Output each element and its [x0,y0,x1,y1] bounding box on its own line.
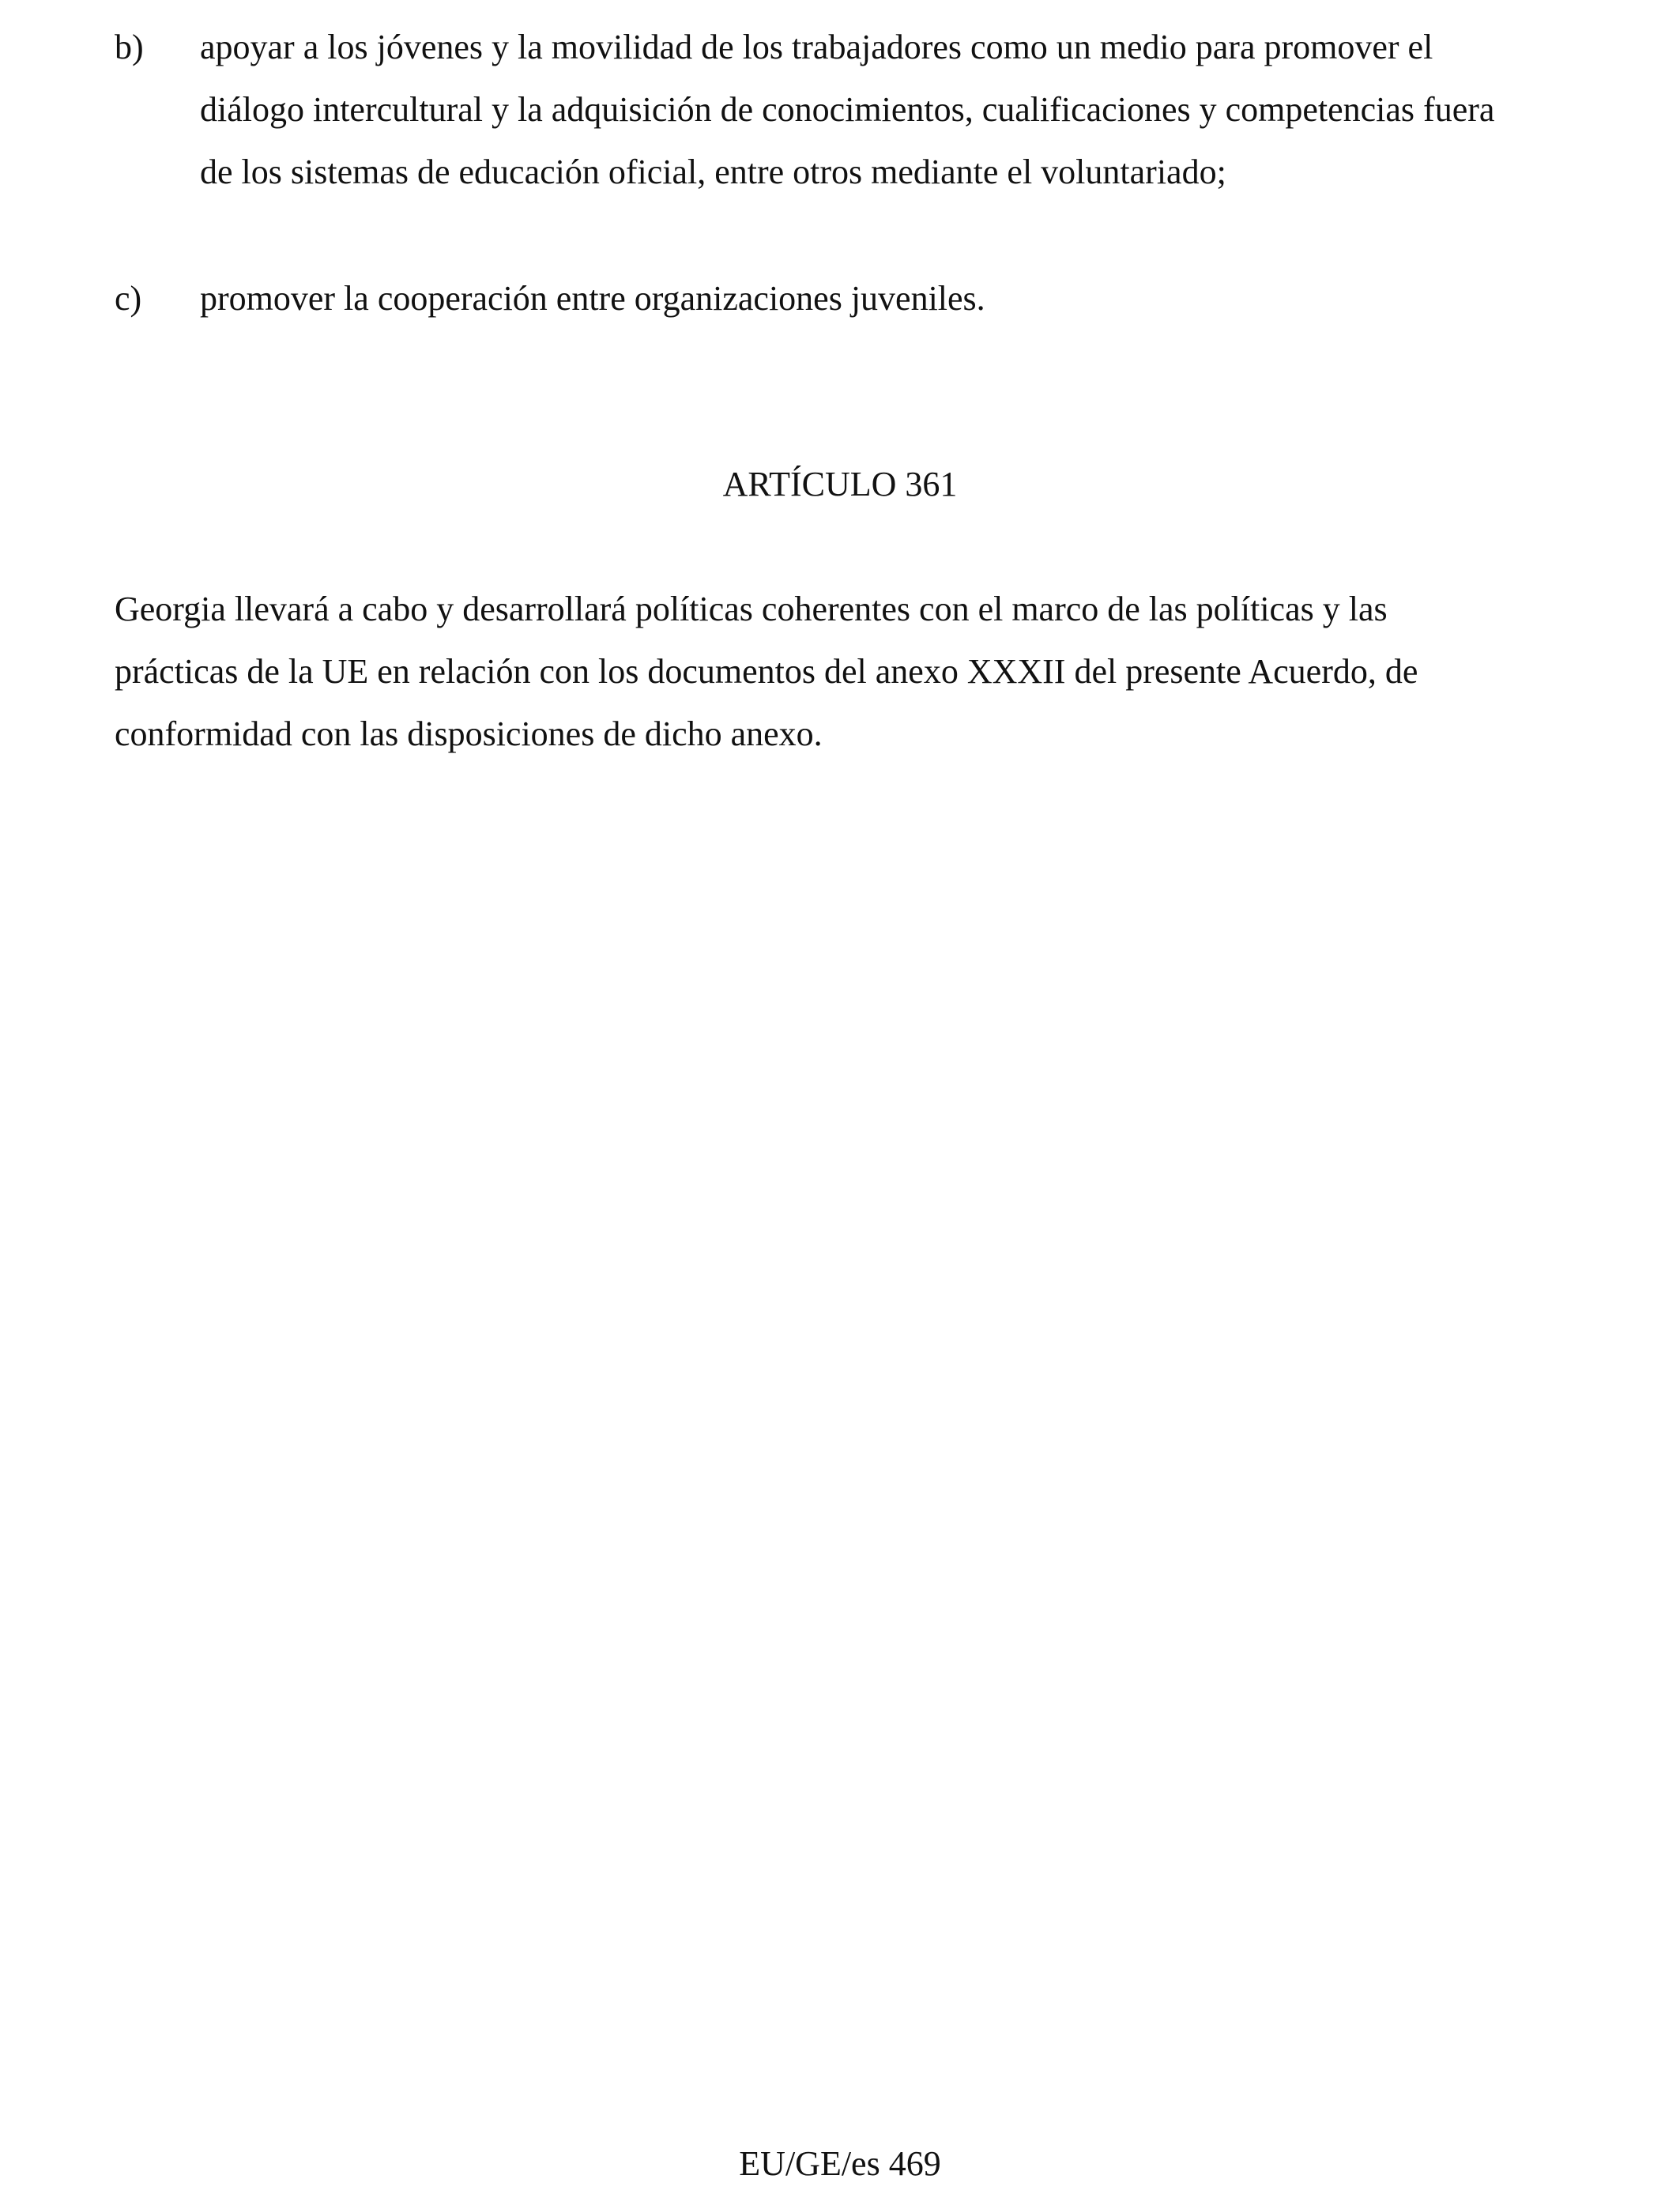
text-line: promover la cooperación entre organizaciones juveniles. [200,279,985,318]
list-item-text [200,16,1584,203]
page-footer: EU/GE/es 469 [739,2144,941,2183]
list-item-text [200,267,1584,330]
article-paragraph [115,578,1584,765]
text-line: de los sistemas de educación oficial, entre otros mediante el voluntariado; [200,153,1226,191]
text-line: diálogo intercultural y la adquisición de conocimientos, cualificaciones y competencias fuera [200,90,1495,129]
text-line: apoyar a los jóvenes y la movilidad de los trabajadores como un medio para promover el [200,28,1433,66]
list-item-label: c) [115,279,142,318]
article-heading: ARTÍCULO 361 [722,465,958,503]
text-line: prácticas de la UE en relación con los documentos del anexo XXXII del presente Acuerdo, de [115,652,1418,691]
text-line: Georgia llevará a cabo y desarrollará políticas coherentes con el marco de las políticas y las [115,590,1388,628]
text-line: conformidad con las disposiciones de dicho anexo. [115,714,823,753]
list-item-label: b) [115,28,144,66]
